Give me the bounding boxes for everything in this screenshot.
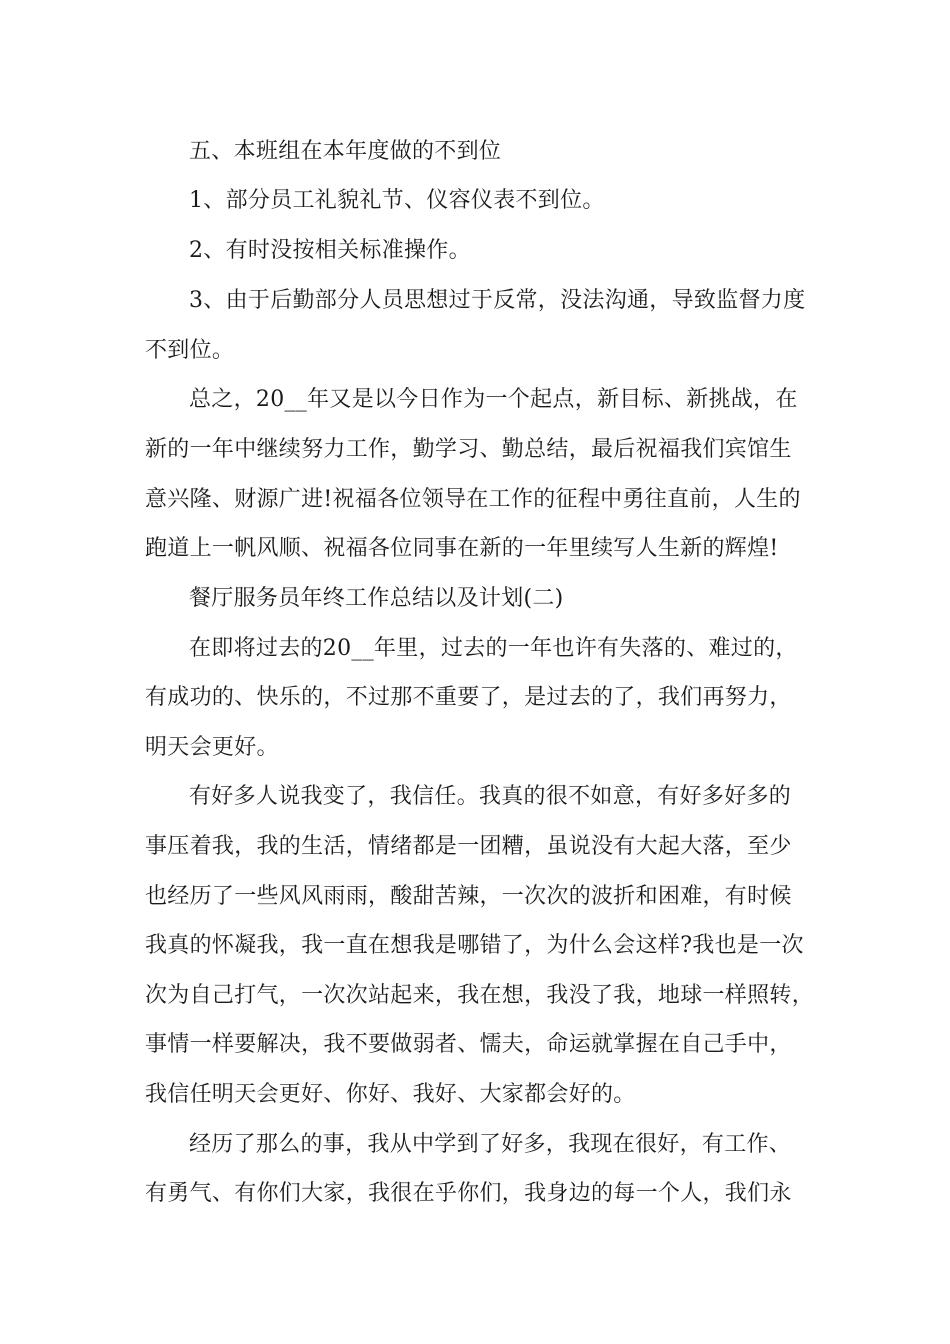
paragraph-line: 总之，20__年又是以今日作为一个起点，新目标、新挑战，在 bbox=[189, 387, 798, 412]
paragraph-line: 事情一样要解决，我不要做弱者、懦夫，命运就掌握在自己手中， bbox=[145, 1032, 792, 1057]
paragraph-line: 次为自己打气，一次次站起来，我在想，我没了我，地球一样照转， bbox=[145, 983, 815, 1008]
paragraph-line: 我信任明天会更好、你好、我好、大家都会好的。 bbox=[145, 1082, 636, 1107]
paragraph-line: 也经历了一些风风雨雨，酸甜苦辣，一次次的波折和困难，有时候 bbox=[145, 884, 792, 909]
paragraph-line: 有勇气、有你们大家，我很在乎你们，我身边的每一个人，我们永 bbox=[145, 1181, 792, 1206]
paragraph-line: 1、部分员工礼貌礼节、仪容仪表不到位。 bbox=[189, 188, 605, 213]
paragraph-line: 跑道上一帆风顺、祝福各位同事在新的一年里续写人生新的辉煌! bbox=[145, 536, 779, 561]
paragraph-line: 不到位。 bbox=[145, 338, 235, 363]
paragraph-line: 我真的怀凝我，我一直在想我是哪错了，为什么会这样?我也是一次 bbox=[145, 933, 804, 958]
paragraph-line: 在即将过去的20__年里，过去的一年也许有失落的、难过的， bbox=[189, 636, 798, 661]
paragraph-line: 明天会更好。 bbox=[145, 735, 279, 760]
section-title: 餐厅服务员年终工作总结以及计划(二) bbox=[189, 586, 564, 611]
section-heading: 五、本班组在本年度做的不到位 bbox=[189, 139, 502, 164]
paragraph-line: 3、由于后勤部分人员思想过于反常，没法沟通，导致监督力度 bbox=[189, 288, 806, 313]
paragraph-line: 新的一年中继续努力工作，勤学习、勤总结，最后祝福我们宾馆生 bbox=[145, 437, 792, 462]
paragraph-line: 事压着我，我的生活，情绪都是一团糟，虽说没有大起大落，至少 bbox=[145, 834, 792, 859]
paragraph-line: 有成功的、快乐的，不过那不重要了，是过去的了，我们再努力， bbox=[145, 685, 792, 710]
paragraph-line: 2、有时没按相关标准操作。 bbox=[189, 238, 471, 263]
paragraph-line: 经历了那么的事，我从中学到了好多，我现在很好，有工作、 bbox=[189, 1132, 792, 1157]
paragraph-line: 有好多人说我变了，我信任。我真的很不如意，有好多好多的 bbox=[189, 784, 792, 809]
paragraph-line: 意兴隆、财源广进!祝福各位领导在工作的征程中勇往直前，人生的 bbox=[145, 487, 801, 512]
